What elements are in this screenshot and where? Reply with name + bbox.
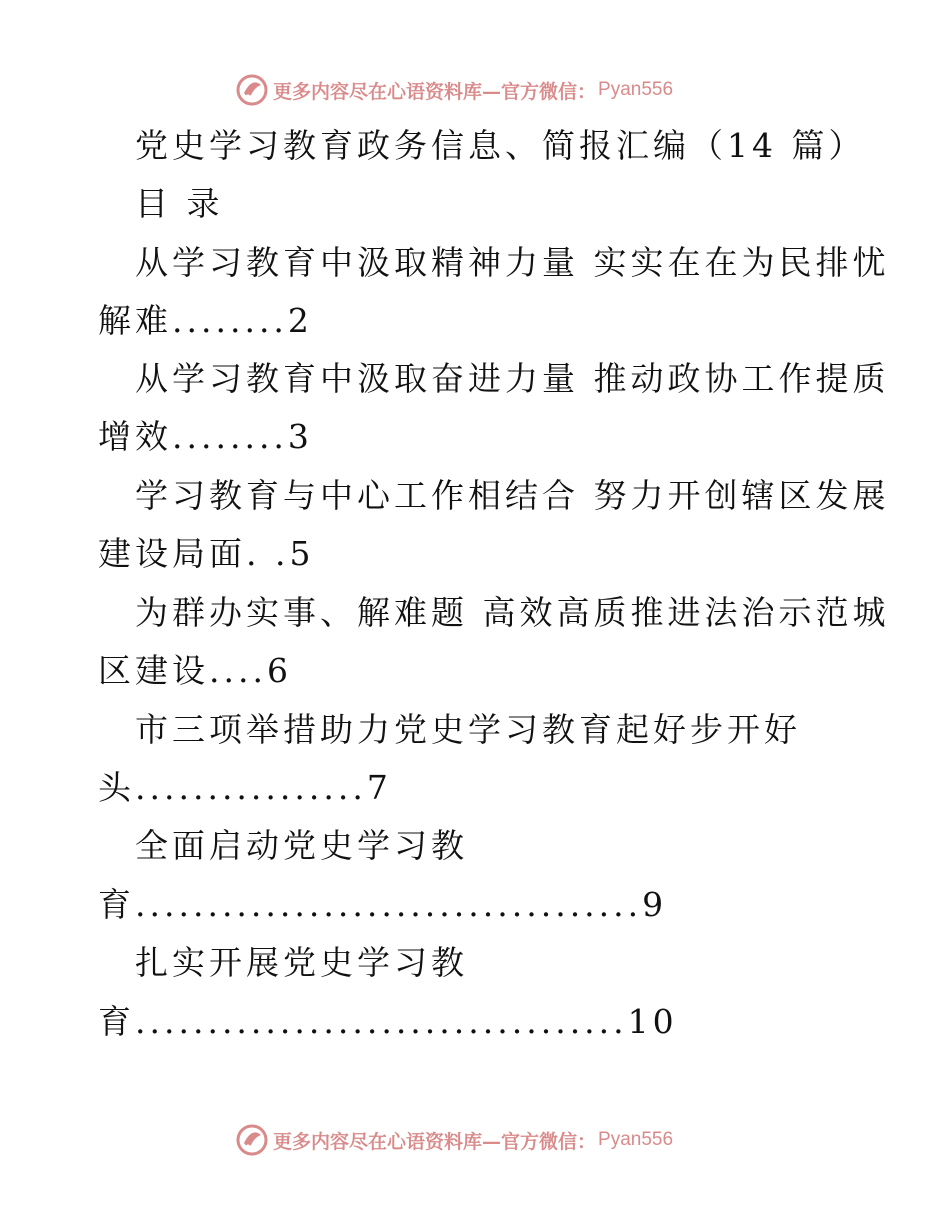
toc-entry-1-line1[interactable]: 从学习教育中汲取精神力量 实实在在为民排忧 <box>135 243 890 282</box>
watermark-text: 更多内容尽在心语资料库—官方微信： <box>273 80 597 103</box>
toc-entry-2-line1[interactable]: 从学习教育中汲取奋进力量 推动政协工作提质 <box>135 359 890 398</box>
watermark-header <box>235 72 673 108</box>
toc-entry-4-line2[interactable]: 区建设....6 <box>98 651 292 690</box>
toc-entry-1-line2[interactable]: 解难........2 <box>98 301 313 340</box>
toc-entry-2-line2[interactable]: 增效........3 <box>98 417 313 456</box>
watermark-wechat-id: Pyan556 <box>598 1129 674 1150</box>
toc-entry-5-line2[interactable]: 头................7 <box>98 768 392 807</box>
toc-entry-6-line1[interactable]: 全面启动党史学习教 <box>135 826 468 865</box>
toc-heading: 目 录 <box>135 184 224 223</box>
toc-entry-6-line2[interactable]: 育...................................9 <box>98 885 668 924</box>
document-title: 党史学习教育政务信息、简报汇编（14 篇） <box>135 126 866 165</box>
watermark-footer <box>235 1122 673 1158</box>
watermark-wechat-id: Pyan556 <box>598 79 674 100</box>
toc-entry-7-line2[interactable]: 育..................................10 <box>98 1002 678 1041</box>
logo-icon <box>235 1123 269 1157</box>
toc-entry-3-line2[interactable]: 建设局面. .5 <box>98 534 315 573</box>
watermark-text: 更多内容尽在心语资料库—官方微信： <box>273 1130 597 1153</box>
toc-entry-3-line1[interactable]: 学习教育与中心工作相结合 努力开创辖区发展 <box>135 476 890 515</box>
toc-entry-5-line1[interactable]: 市三项举措助力党史学习教育起好步开好 <box>135 710 801 749</box>
toc-entry-4-line1[interactable]: 为群办实事、解难题 高效高质推进法治示范城 <box>135 593 890 632</box>
logo-icon <box>235 73 269 107</box>
toc-entry-7-line1[interactable]: 扎实开展党史学习教 <box>135 943 468 982</box>
